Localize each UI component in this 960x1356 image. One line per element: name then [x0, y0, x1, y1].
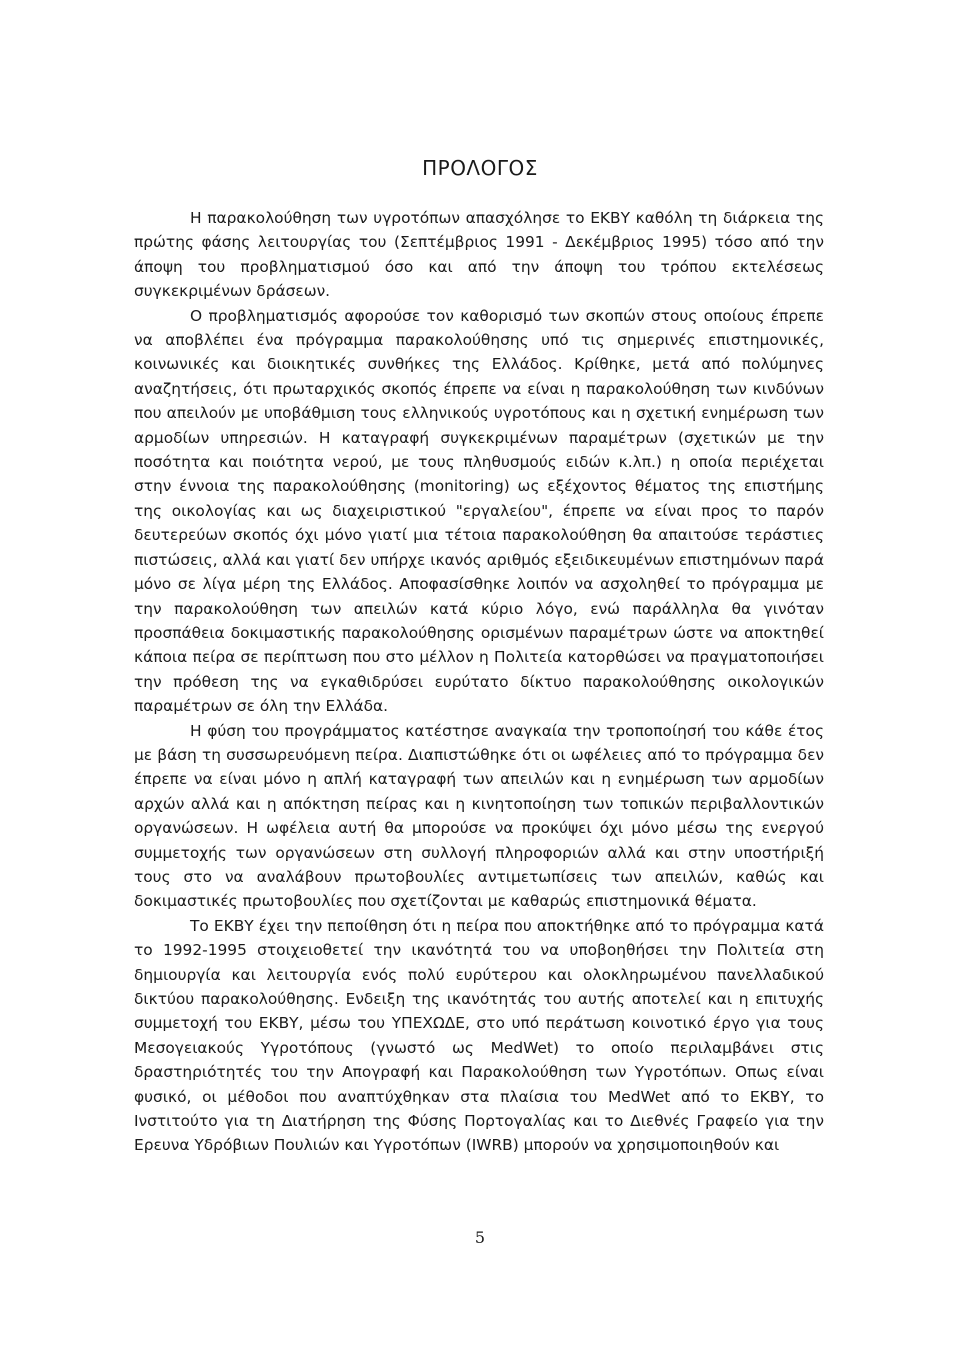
paragraph-program-nature: Η φύση του προγράμματος κατέστησε αναγκαία την τροποποίησή του κάθε έτος με βάση τη συσσωρευόμενη πείρα. Διαπιστώθηκε ότι οι ωφέλειες από το πρόγραμμα δεν έπρεπε να είναι μόνο η απλή καταγραφή των απειλών και η ενημέρωση των αρμοδίων αρχών αλλά και η απόκτηση πείρας και η κινητοποίηση των τοπικών περιβαλλοντικών οργανώσεων. Η ωφέλεια αυτή θα μπορούσε να προκύψει όχι μόνο μέσω της ενεργού συμμετοχής των οργανώσεων στη συλλογή πληροφοριών αλλά και στην υποστήριξή τους στο να αναλάβουν πρωτοβουλίες αντιμετωπίσεις των απειλών, καθώς και δοκιμαστικές πρωτοβουλίες που σχετίζονται με καθαρώς επιστημονικά θέματα.	[134, 721, 824, 911]
paragraph-ekby-experience: Το ΕΚΒΥ έχει την πεποίθηση ότι η πείρα που αποκτήθηκε από το πρόγραμμα κατά το 1992-1995 στοιχειοθετεί την ικανότητά του να υποβοηθήσει την Πολιτεία στη δημιουργία και λειτουργία ενός πολύ ευρύτερου και ολοκληρωμένου πανελλαδικού δικτύου παρακολούθησης. Ενδειξη της ικανότητάς του αυτής αποτελεί και η επιτυχής συμμετοχή του ΕΚΒΥ, μέσω του ΥΠΕΧΩΔΕ, στο υπό περάτωση κοινοτικό έργο για τους Μεσογειακούς Υγροτόπους (γνωστό ως MedWet) το οποίο περιλαμβάνει στις δραστηριότητές του την Απογραφή και Παρακολούθηση των Υγροτόπων. Οπως είναι φυσικό, οι μέθοδοι που αναπτύχθηκαν στα πλαίσια του MedWet από το ΕΚΒΥ, το Ινστιτούτο για τη Διατήρηση της Φύσης Πορτογαλίας και το Διεθνές Γραφείο για την Ερευνα Υδρόβιων Πουλιών και Υγροτόπων (IWRB) μπορούν να χρησιμοποιηθούν και	[134, 916, 824, 1155]
paragraph-problem-statement: Ο προβληματισμός αφορούσε τον καθορισμό των σκοπών στους οποίους έπρεπε να αποβλέπει ένα πρόγραμμα παρακολούθησης υπό τις σημερινές επιστημονικές, κοινωνικές και διοικητικές συνθήκες της Ελλάδος. Κρίθηκε, μετά από πολύμηνες αναζητήσεις, ότι πρωταρχικός σκοπός έπρεπε να είναι η παρακολούθηση των κινδύνων που απειλούν με υποβάθμιση τους ελληνικούς υγροτόπους και η σχετική ενημέρωση των αρμοδίων υπηρεσιών. Η καταγραφή συγκεκριμένων παραμέτρων (σχετικών με την ποσότητα και ποιότητα νερού, με τους πληθυσμούς ειδών κ.λπ.) η οποία περιέχεται στην έννοια της παρακολούθησης (monitoring) ως εξέχοντος θέματος της επιστήμης της οικολογίας και ως διαχειριστικού "εργαλείου", έπρεπε να είναι προς το παρόν δευτερεύων σκοπός όχι μόνο γιατί μια τέτοια παρακολούθηση θα απαιτούσε τεράστιες πιστώσεις, αλλά και γιατί δεν υπήρχε ικανός αριθμός εξειδικευμένων επιστημόνων παρά μόνο σε λίγα μέρη της Ελλάδος. Αποφασίσθηκε λοιπόν να ασχοληθεί το πρόγραμμα με την παρακολούθηση των απειλών κατά κύριο λόγο, ενώ παράλληλα θα γινόταν προσπάθεια δοκιμαστικής παρακολούθησης ορισμένων παραμέτρων ώστε να αποκτηθεί κάποια πείρα σε περίπτωση που στο μέλλον η Πολιτεία κατορθώσει να πραγματοποιήσει την πρόθεση της να εγκαθιδρύσει ευρύτατο δίκτυο παρακολούθησης οικολογικών παραμέτρων σε όλη την Ελλάδα.	[134, 306, 824, 716]
paragraph-intro: Η παρακολούθηση των υγροτόπων απασχόλησε το ΕΚΒΥ καθόλη τη διάρκεια της πρώτης φάσης λειτουργίας του (Σεπτέμβριος 1991 - Δεκέμβριος 1995) τόσο από την άποψη του προβληματισμού όσο και από την άποψη του τρόπου εκτελέσεως συγκεκριμένων δράσεων.	[134, 209, 824, 301]
document-body	[134, 206, 824, 1158]
page-title: ΠΡΟΛΟΓΟΣ	[422, 156, 538, 180]
page-number: 5	[474, 1228, 486, 1247]
